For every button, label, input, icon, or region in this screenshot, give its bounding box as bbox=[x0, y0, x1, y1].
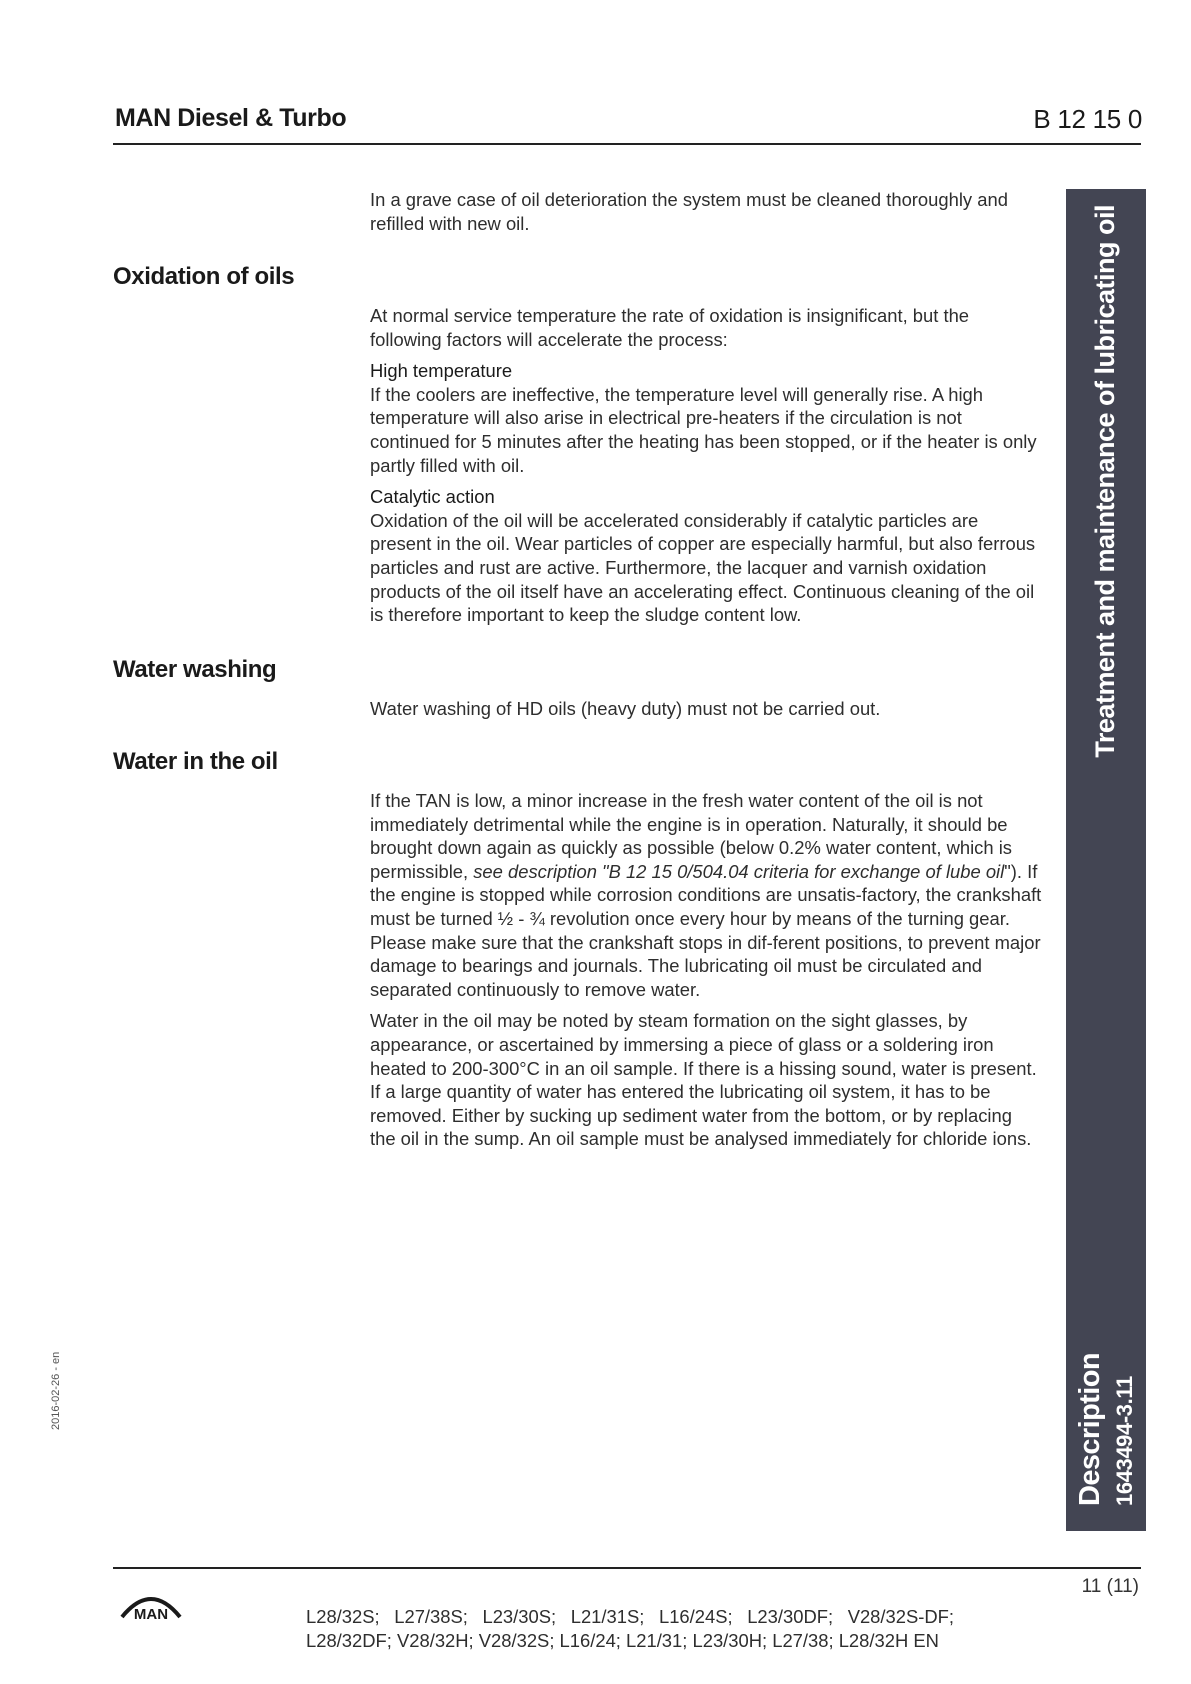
water-washing-section bbox=[370, 697, 1042, 729]
intro-paragraph: In a grave case of oil deterioration the system must be cleaned thoroughly and refilled with new oil. bbox=[370, 189, 1008, 234]
cross-reference-link[interactable]: see description "B 12 15 0/504.04 criteria for exchange of lube oil bbox=[473, 860, 1005, 882]
water-in-oil-paragraph-1 bbox=[370, 789, 1042, 1001]
catalytic-action-text: Oxidation of the oil will be accelerated considerably if catalytic particles are present in the oil. Wear particles of copper are especially harmful, but also ferrous particles and rust are active. Furthermore, the lacquer and varnish oxidation products of the oil itself have an accelerating effect. Continuous cleaning of the oil is therefore important to keep the sludge content low. bbox=[370, 509, 1036, 626]
high-temperature-block bbox=[370, 359, 1042, 477]
company-name: MAN Diesel & Turbo bbox=[115, 104, 347, 132]
water-in-oil-section bbox=[370, 789, 1042, 1159]
side-tab-type: Description bbox=[1074, 1353, 1106, 1506]
man-logo-text: MAN bbox=[133, 1606, 169, 1623]
high-temperature-title: High temperature bbox=[370, 360, 513, 382]
water-in-oil-p1-start: If the TAN is low, a minor increase in the fresh water content of the oil is not immediately detrimental while the engine is in operation. Naturally, it should be brought down again as quickly as possible (below 0.2% water content, which is permissible, bbox=[370, 790, 1012, 882]
high-temperature-text: If the coolers are ineffective, the temperature level will generally rise. A high temperature will also arise in electrical pre-heaters if the circulation is not continued for 5 minutes after the heating has been stopped, or if the heater is only partly filled with oil. bbox=[370, 383, 1037, 476]
intro-block bbox=[370, 188, 1042, 243]
heading-water-in-oil: Water in the oil bbox=[113, 748, 278, 775]
side-tab-number: 1643494-3.11 bbox=[1112, 1376, 1137, 1506]
heading-water-washing: Water washing bbox=[113, 656, 277, 683]
date-stamp: 2016-02-26 - en bbox=[50, 1351, 62, 1430]
side-tab-title: Treatment and maintenance of lubricating oil bbox=[1090, 205, 1120, 758]
oxidation-section bbox=[370, 304, 1042, 635]
page-number: 11 (11) bbox=[1081, 1576, 1139, 1597]
engine-models: L28/32S; L27/38S; L23/30S; L21/31S; L16/24S; L23/30DF; V28/32S-DF; L28/32DF; V28/32H; V28/32S; L16/24; L21/31; L23/30H; L27/38; L28/32H EN bbox=[306, 1606, 954, 1651]
water-in-oil-paragraph-2: Water in the oil may be noted by steam formation on the sight glasses, by appearance, or ascertained by immersing a piece of glass or a soldering iron heated to 200-300°C in an oil sample. If there is a hissing sound, water is present. If a large quantity of water has entered the lubricating oil system, it has to be removed. Either by sucking up sediment water from the bottom, or by replacing the oil in the sump. An oil sample must be analysed immediately for chloride ions. bbox=[370, 1010, 1037, 1150]
footer-rule bbox=[113, 1567, 1141, 1569]
document-code: B 12 15 0 bbox=[1033, 104, 1142, 134]
catalytic-action-block bbox=[370, 485, 1042, 627]
man-logo bbox=[118, 1587, 184, 1623]
water-in-oil-p1-end: "). If the engine is stopped while corrosion conditions are unsatis-factory, the crankshaft must be turned ½ - ¾ revolution once every hour by means of the turning gear. Please make sure that the crankshaft stops in dif-ferent positions, to prevent major damage to bearings and journals. The lubricating oil must be circulated and separated continuously to remove water. bbox=[370, 860, 1042, 1000]
header-rule bbox=[113, 143, 1141, 145]
oxidation-intro: At normal service temperature the rate of oxidation is insignificant, but the following factors will accelerate the process: bbox=[370, 305, 970, 350]
heading-oxidation: Oxidation of oils bbox=[113, 263, 295, 290]
catalytic-action-title: Catalytic action bbox=[370, 486, 495, 508]
water-washing-text: Water washing of HD oils (heavy duty) must not be carried out. bbox=[370, 698, 881, 719]
